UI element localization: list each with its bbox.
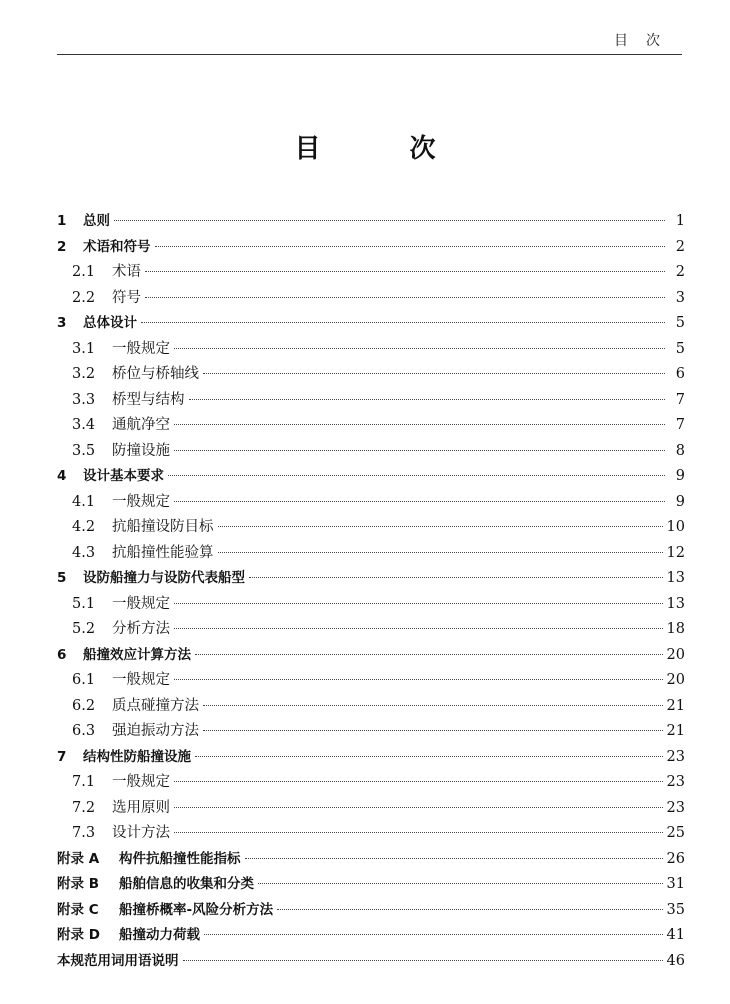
toc-entry-number: 3 — [57, 315, 67, 331]
toc-entry-page: 8 — [675, 442, 685, 459]
toc-entry-title: 船撞桥概率-风险分析方法 — [119, 901, 274, 918]
dot-leader — [195, 756, 663, 757]
toc-entry-title: 设计方法 — [112, 825, 170, 841]
toc-entry-number: 6 — [57, 646, 67, 663]
toc-entry-page: 21 — [666, 723, 685, 739]
toc-entry-page: 9 — [675, 468, 685, 484]
running-header: 目次 — [614, 33, 678, 49]
toc-entry-number: 5.1 — [72, 595, 96, 612]
toc-entry-title: 选用原则 — [112, 799, 170, 816]
toc-entry[interactable] — [57, 337, 685, 363]
dot-leader — [195, 654, 663, 655]
toc-entry-title: 术语 — [112, 264, 141, 280]
toc-entry-title: 抗船撞设防目标 — [112, 519, 214, 535]
toc-entry-title: 桥位与桥轴线 — [112, 366, 199, 382]
toc-entry[interactable] — [57, 490, 685, 516]
toc-entry[interactable] — [57, 898, 685, 924]
toc-entry-number: 7 — [57, 748, 67, 765]
toc-entry[interactable] — [57, 745, 685, 771]
toc-entry[interactable] — [57, 872, 685, 898]
toc-entry[interactable] — [57, 668, 685, 694]
toc-entry-page: 1 — [675, 213, 685, 229]
toc-entry-number: 附录 C — [57, 901, 99, 918]
toc-entry-title: 船舶信息的收集和分类 — [119, 876, 254, 892]
toc-entry-number: 3.3 — [72, 391, 96, 408]
toc-entry[interactable] — [57, 388, 685, 414]
dot-leader — [174, 628, 663, 629]
dot-leader — [145, 271, 665, 272]
toc-entry-page: 46 — [666, 952, 685, 969]
toc-entry-page: 23 — [666, 748, 685, 765]
toc-entry-number: 7.1 — [72, 774, 96, 790]
toc-entry-title: 构件抗船撞性能指标 — [119, 850, 241, 867]
toc-entry-page: 9 — [675, 493, 685, 510]
dot-leader — [174, 603, 663, 604]
toc-entry[interactable] — [57, 617, 685, 643]
toc-entry[interactable] — [57, 362, 685, 388]
toc-entry[interactable] — [57, 515, 685, 541]
toc-entry-number: 3.2 — [72, 366, 96, 382]
toc-entry-page: 7 — [675, 417, 685, 433]
toc-entry-number: 7.2 — [72, 799, 96, 816]
dot-leader — [141, 322, 665, 323]
dot-leader — [245, 858, 663, 859]
toc-entry-page: 23 — [666, 774, 685, 790]
toc-entry-title: 分析方法 — [112, 621, 170, 637]
toc-entry[interactable] — [57, 949, 685, 975]
toc-entry[interactable] — [57, 541, 685, 567]
dot-leader — [174, 424, 665, 425]
dot-leader — [174, 832, 663, 833]
toc-entry-number: 6.1 — [72, 672, 96, 688]
toc-entry-number: 4.3 — [72, 544, 96, 561]
toc-entry[interactable] — [57, 719, 685, 745]
dot-leader — [277, 909, 662, 910]
dot-leader — [249, 577, 663, 578]
toc-entry-number: 2.2 — [72, 289, 96, 306]
table-of-contents — [57, 209, 685, 974]
toc-entry-title: 总体设计 — [83, 315, 137, 331]
toc-entry-page: 20 — [666, 672, 685, 688]
toc-entry[interactable] — [57, 439, 685, 465]
toc-entry-number: 3.1 — [72, 340, 96, 357]
toc-entry-number: 4.1 — [72, 493, 96, 510]
toc-entry-page: 10 — [666, 519, 685, 535]
toc-entry-page: 25 — [666, 825, 685, 841]
toc-entry-title: 桥型与结构 — [112, 391, 185, 408]
toc-entry[interactable] — [57, 592, 685, 618]
toc-entry[interactable] — [57, 311, 685, 337]
toc-entry-title: 本规范用词用语说明 — [57, 952, 179, 969]
dot-leader — [145, 297, 665, 298]
dot-leader — [189, 399, 666, 400]
toc-entry-number: 3.5 — [72, 442, 96, 459]
toc-entry-number: 2 — [57, 238, 67, 255]
toc-entry[interactable] — [57, 286, 685, 312]
dot-leader — [174, 450, 665, 451]
toc-entry-number: 附录 B — [57, 876, 99, 892]
toc-entry-page: 23 — [666, 799, 685, 816]
toc-entry-page: 31 — [666, 876, 685, 892]
toc-entry-page: 5 — [675, 315, 685, 331]
toc-entry-page: 5 — [675, 340, 685, 357]
toc-entry-page: 41 — [666, 927, 685, 943]
toc-entry-page: 13 — [666, 570, 685, 586]
toc-entry[interactable] — [57, 566, 685, 592]
toc-entry[interactable] — [57, 821, 685, 847]
dot-leader — [203, 373, 665, 374]
toc-entry[interactable] — [57, 796, 685, 822]
dot-leader — [203, 705, 663, 706]
toc-entry-title: 设计基本要求 — [83, 468, 164, 484]
toc-entry[interactable] — [57, 235, 685, 261]
header-rule — [57, 54, 682, 55]
toc-entry-page: 35 — [666, 901, 685, 918]
toc-entry[interactable] — [57, 643, 685, 669]
toc-entry-title: 防撞设施 — [112, 442, 170, 459]
toc-entry-title: 总则 — [83, 213, 110, 229]
toc-entry-title: 一般规定 — [112, 595, 170, 612]
toc-entry-number: 附录 A — [57, 850, 100, 867]
toc-entry-title: 一般规定 — [112, 340, 170, 357]
toc-entry-title: 通航净空 — [112, 417, 170, 433]
toc-entry-page: 13 — [666, 595, 685, 612]
toc-entry-number: 5 — [57, 570, 67, 586]
toc-entry[interactable] — [57, 694, 685, 720]
toc-entry-title: 设防船撞力与设防代表船型 — [83, 570, 245, 586]
toc-entry-number: 2.1 — [72, 264, 96, 280]
dot-leader — [258, 883, 663, 884]
dot-leader — [218, 552, 663, 553]
toc-entry-number: 6.2 — [72, 697, 96, 714]
toc-entry-number: 5.2 — [72, 621, 96, 637]
toc-entry-page: 26 — [666, 850, 685, 867]
dot-leader — [174, 679, 663, 680]
toc-entry-page: 2 — [675, 238, 685, 255]
toc-entry-title: 术语和符号 — [83, 238, 151, 255]
toc-entry-number: 6.3 — [72, 723, 96, 739]
toc-entry-number: 4 — [57, 468, 67, 484]
dot-leader — [218, 526, 663, 527]
toc-entry-title: 质点碰撞方法 — [112, 697, 199, 714]
toc-entry-number: 1 — [57, 213, 67, 229]
toc-entry-title: 一般规定 — [112, 672, 170, 688]
toc-entry-number: 附录 D — [57, 927, 100, 943]
toc-entry-page: 20 — [666, 646, 685, 663]
toc-entry-number: 4.2 — [72, 519, 96, 535]
dot-leader — [203, 730, 663, 731]
dot-leader — [174, 501, 665, 502]
toc-entry[interactable] — [57, 464, 685, 490]
toc-entry[interactable] — [57, 770, 685, 796]
toc-entry-title: 抗船撞性能验算 — [112, 544, 214, 561]
dot-leader — [204, 934, 663, 935]
toc-entry-title: 符号 — [112, 289, 141, 306]
toc-entry-page: 18 — [666, 621, 685, 637]
dot-leader — [174, 781, 663, 782]
toc-entry-number: 7.3 — [72, 825, 96, 841]
toc-entry-title: 一般规定 — [112, 774, 170, 790]
toc-entry[interactable] — [57, 923, 685, 949]
toc-entry[interactable] — [57, 260, 685, 286]
page-title: 目 次 — [294, 134, 476, 164]
toc-entry[interactable] — [57, 209, 685, 235]
toc-entry-title: 船撞动力荷载 — [119, 927, 200, 943]
toc-entry-title: 结构性防船撞设施 — [83, 748, 191, 765]
toc-entry-page: 21 — [666, 697, 685, 714]
toc-entry-title: 强迫振动方法 — [112, 723, 199, 739]
toc-entry-page: 6 — [675, 366, 685, 382]
dot-leader — [174, 348, 665, 349]
toc-entry[interactable] — [57, 847, 685, 873]
toc-entry-title: 一般规定 — [112, 493, 170, 510]
dot-leader — [155, 246, 666, 247]
toc-entry-page: 12 — [666, 544, 685, 561]
dot-leader — [168, 475, 665, 476]
dot-leader — [114, 220, 665, 221]
toc-entry-page: 7 — [675, 391, 685, 408]
toc-entry-title: 船撞效应计算方法 — [83, 646, 191, 663]
toc-entry-page: 2 — [675, 264, 685, 280]
toc-entry-number: 3.4 — [72, 417, 96, 433]
dot-leader — [183, 960, 663, 961]
toc-entry-page: 3 — [675, 289, 685, 306]
toc-entry[interactable] — [57, 413, 685, 439]
dot-leader — [174, 807, 663, 808]
